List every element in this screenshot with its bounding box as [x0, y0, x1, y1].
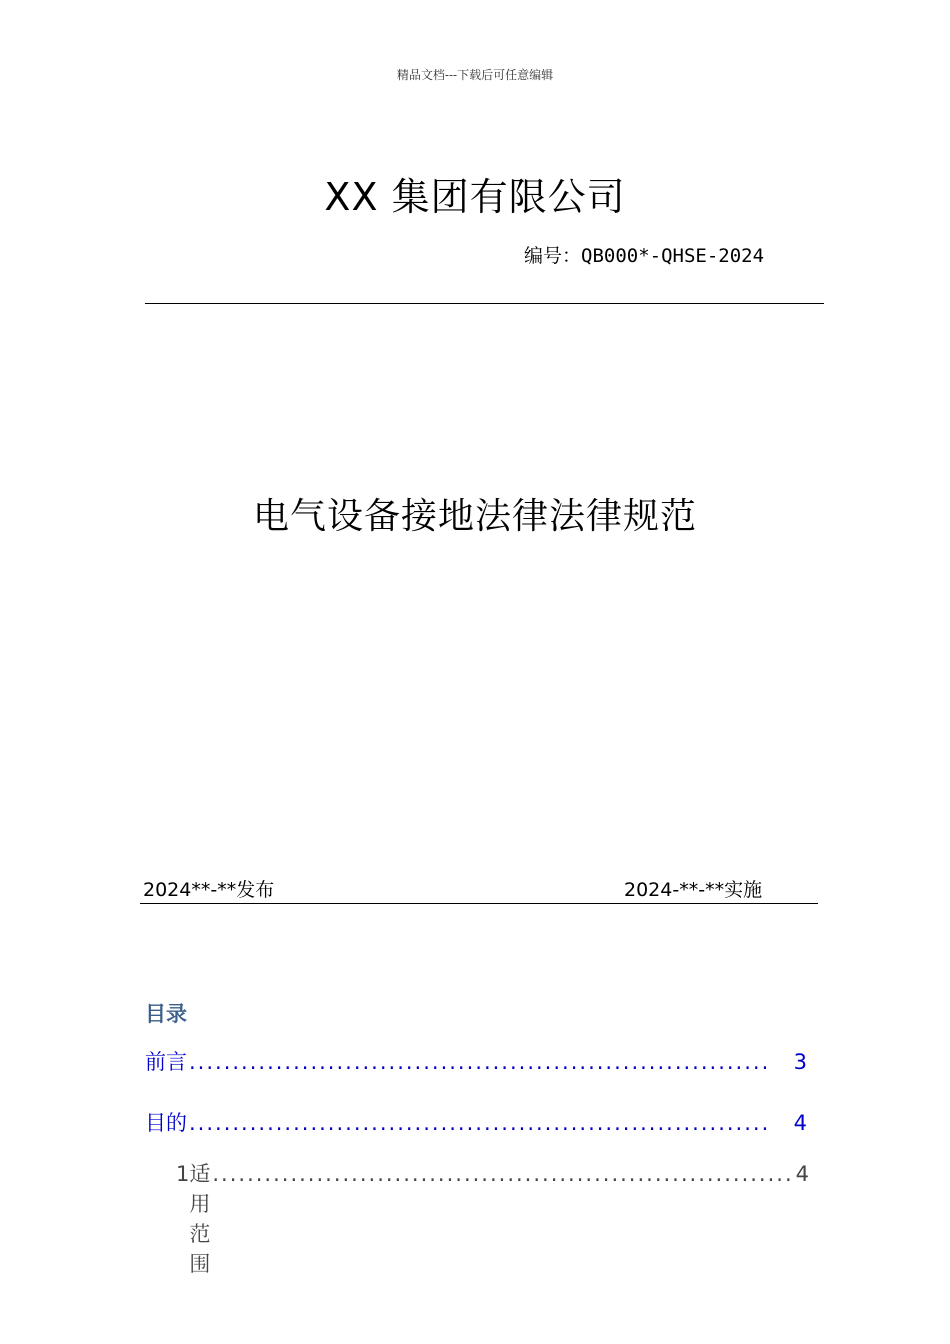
toc-entry-label: 适用范围: [189, 1162, 211, 1276]
company-name: XX 集团有限公司: [324, 175, 626, 219]
header-divider: [145, 303, 824, 304]
toc-leader: ...................................................................: [189, 1111, 771, 1135]
toc-entry-page: 4: [793, 1111, 807, 1135]
toc-entry-scope[interactable]: [176, 1158, 807, 1278]
toc-leader: ...................................................................: [189, 1050, 771, 1074]
toc-entry-page: 3: [793, 1050, 807, 1074]
toc-entry-page: 4: [795, 1162, 809, 1186]
toc-entry-label: 目的: [145, 1111, 187, 1135]
toc-heading: 目录: [145, 1002, 187, 1026]
toc-entry-preface[interactable]: [145, 1046, 807, 1076]
toc-entry-label: 前言: [145, 1050, 187, 1074]
toc-entry-number: 1: [176, 1162, 190, 1186]
date-divider: [140, 903, 818, 904]
toc-entry-purpose[interactable]: [145, 1107, 807, 1137]
issue-date: 2024**-**发布: [143, 879, 275, 901]
header-watermark: 精品文档---下载后可任意编辑: [396, 68, 554, 82]
document-title: 电气设备接地法律法律规范: [252, 496, 697, 537]
implementation-date: 2024-**-**实施: [624, 879, 763, 901]
document-number: 编号：QB000*-QHSE-2024: [524, 245, 765, 267]
toc-leader: ...................................................................: [212, 1162, 794, 1186]
